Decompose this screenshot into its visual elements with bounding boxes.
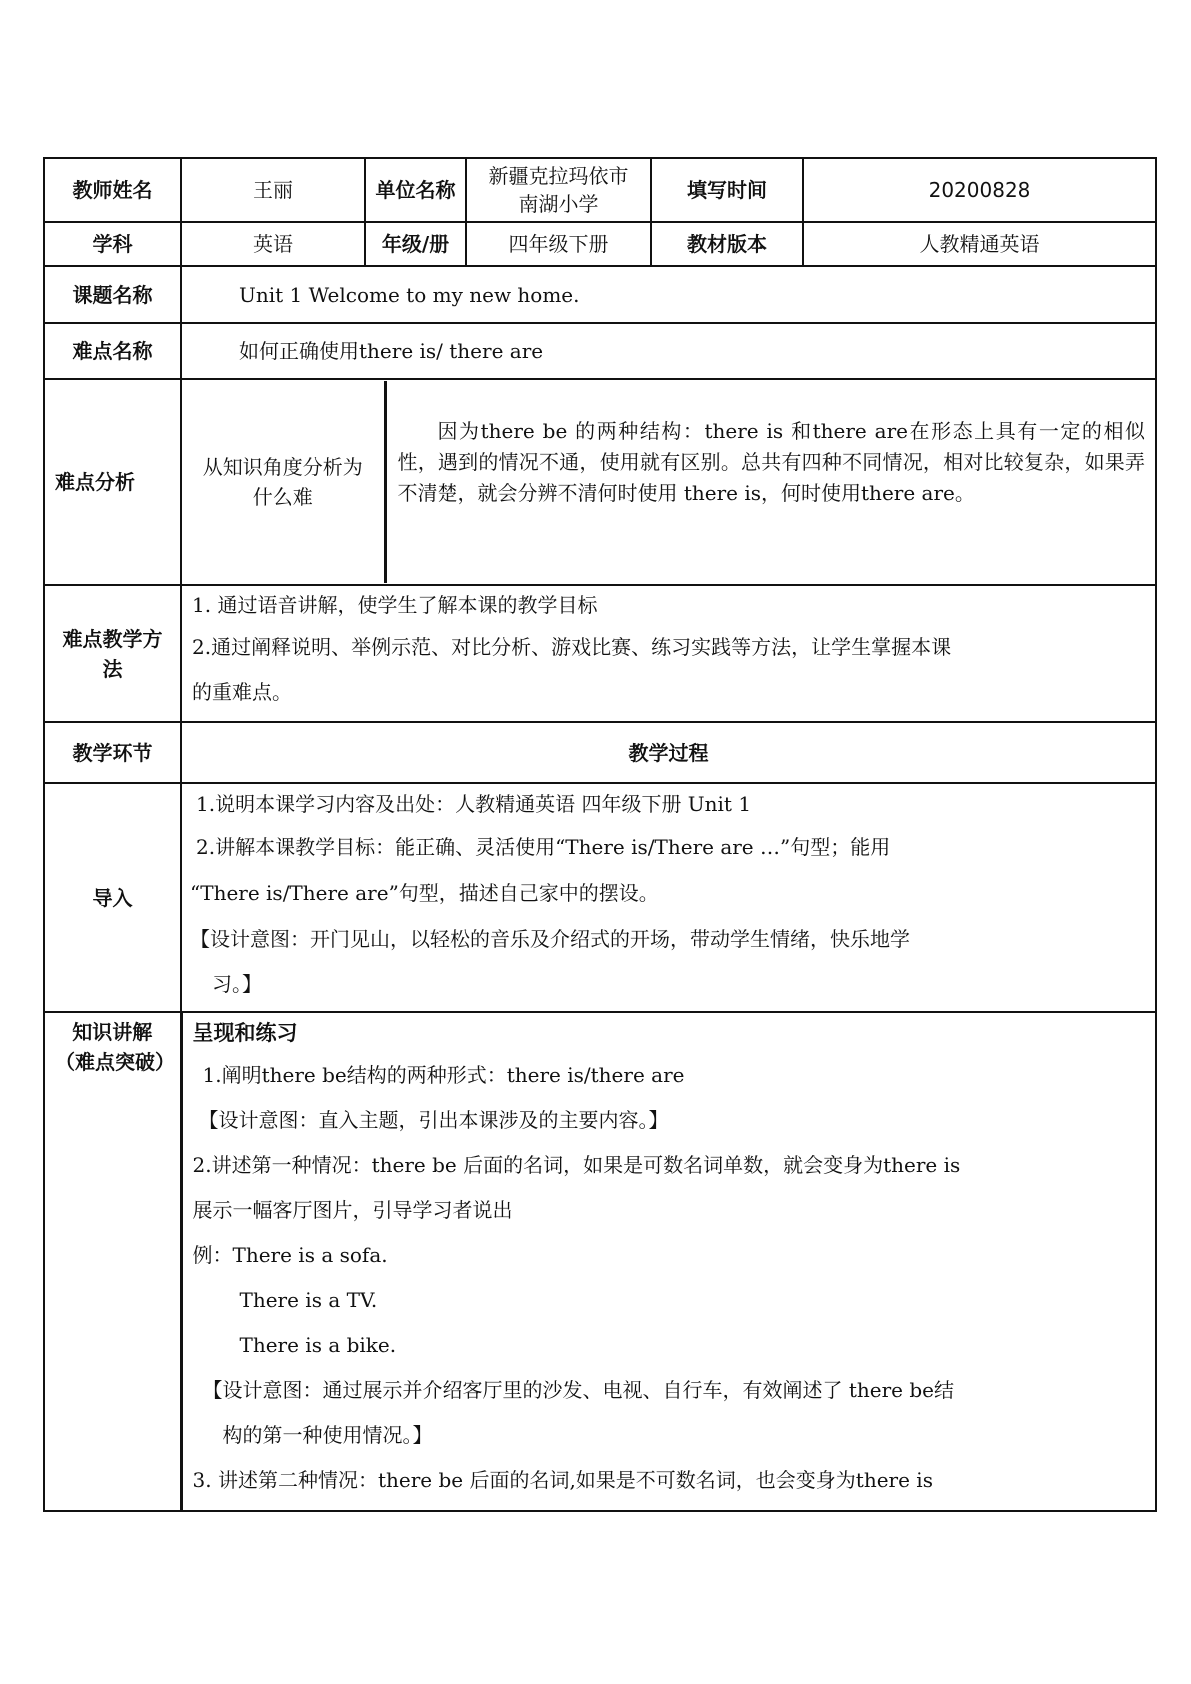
teacher-value: 王丽 xyxy=(181,158,365,222)
topic-row xyxy=(44,266,1156,323)
intro-line2: 2.讲解本课教学目标：能正确、灵活使用“There is/There are …”句型；能用 xyxy=(196,835,891,859)
unit-label: 单位名称 xyxy=(365,158,466,222)
methods-line3: 的重难点。 xyxy=(192,680,292,704)
knowledge-label-line1: 知识讲解 xyxy=(72,1020,153,1044)
knowledge-content xyxy=(181,1012,1156,1511)
knowledge-label xyxy=(44,1012,181,1511)
lesson-plan-table xyxy=(43,157,1157,1512)
unit-value-line2: 南湖小学 xyxy=(518,192,599,216)
analysis-text-cell xyxy=(385,381,1155,583)
knowledge-label-line2: （难点突破） xyxy=(55,1050,175,1074)
intro-row xyxy=(44,783,1156,1012)
intro-line3: “There is/There are”句型，描述自己家中的摆设。 xyxy=(190,881,659,905)
subject-label: 学科 xyxy=(44,222,181,266)
difficulty-row xyxy=(44,323,1156,379)
header-row-2 xyxy=(44,222,1156,266)
analysis-sub-label xyxy=(182,381,385,583)
methods-content xyxy=(181,585,1156,722)
difficulty-label: 难点名称 xyxy=(44,323,181,379)
knowledge-heading: 呈现和练习 xyxy=(192,1021,298,1045)
difficulty-value: 如何正确使用there is/ there are xyxy=(181,323,1156,379)
knowledge-line5: 例：There is a sofa. xyxy=(192,1243,388,1267)
analysis-row xyxy=(44,379,1156,585)
knowledge-line6: There is a TV. xyxy=(239,1288,378,1312)
knowledge-line2: 【设计意图：直入主题，引出本课涉及的主要内容。】 xyxy=(198,1108,669,1132)
intro-label: 导入 xyxy=(44,783,181,1012)
analysis-content xyxy=(181,379,1156,585)
methods-line2: 2.通过阐释说明、举例示范、对比分析、游戏比赛、练习实践等方法，让学生掌握本课 xyxy=(192,635,952,659)
edition-label: 教材版本 xyxy=(651,222,803,266)
subject-value: 英语 xyxy=(181,222,365,266)
analysis-inner-table xyxy=(182,381,1155,583)
methods-line1: 1. 通过语音讲解，使学生了解本课的教学目标 xyxy=(192,593,598,617)
knowledge-line9: 构的第一种使用情况。】 xyxy=(222,1423,433,1447)
grade-value: 四年级下册 xyxy=(466,222,651,266)
analysis-label: 难点分析 xyxy=(44,379,181,585)
knowledge-line7: There is a bike. xyxy=(239,1333,397,1357)
methods-row xyxy=(44,585,1156,722)
unit-value xyxy=(466,158,651,222)
knowledge-line3: 2.讲述第一种情况：there be 后面的名词，如果是可数名词单数，就会变身为there is xyxy=(192,1153,961,1177)
knowledge-line10: 3. 讲述第二种情况：there be 后面的名词,如果是不可数名词，也会变身为there is xyxy=(192,1468,933,1492)
topic-label: 课题名称 xyxy=(44,266,181,323)
process-header-label: 教学环节 xyxy=(44,722,181,783)
edition-value: 人教精通英语 xyxy=(803,222,1156,266)
knowledge-line1: 1.阐明there be结构的两种形式：there is/there are xyxy=(202,1063,685,1087)
unit-value-line1: 新疆克拉玛依市 xyxy=(488,164,629,188)
topic-value: Unit 1 Welcome to my new home. xyxy=(181,266,1156,323)
intro-line5: 习。】 xyxy=(212,972,262,996)
grade-label: 年级/册 xyxy=(365,222,466,266)
process-header-row xyxy=(44,722,1156,783)
knowledge-row xyxy=(44,1012,1156,1511)
date-value: 20200828 xyxy=(803,158,1156,222)
methods-label: 难点教学方法 xyxy=(44,585,181,722)
analysis-sub-label-line1: 从知识角度分析为 xyxy=(202,455,363,479)
analysis-text: 因为there be 的两种结构：there is 和there are在形态上具有一定的相似性，遇到的情况不通，使用就有区别。总共有四种不同情况，相对比较复杂，如果弄不清楚，就会分辨不清何时使用 there is，何时使用there are。 xyxy=(397,418,1145,505)
teacher-label: 教师姓名 xyxy=(44,158,181,222)
date-label: 填写时间 xyxy=(651,158,803,222)
intro-line1: 1.说明本课学习内容及出处：人教精通英语 四年级下册 Unit 1 xyxy=(196,792,752,816)
knowledge-line4: 展示一幅客厅图片，引导学习者说出 xyxy=(192,1198,513,1222)
analysis-sub-label-line2: 什么难 xyxy=(252,485,313,509)
intro-content xyxy=(181,783,1156,1012)
knowledge-line8: 【设计意图：通过展示并介绍客厅里的沙发、电视、自行车，有效阐述了 there be结 xyxy=(202,1378,955,1402)
header-row-1 xyxy=(44,158,1156,222)
process-header-value: 教学过程 xyxy=(181,722,1156,783)
intro-line4: 【设计意图：开门见山，以轻松的音乐及介绍式的开场，带动学生情绪，快乐地学 xyxy=(190,927,910,951)
